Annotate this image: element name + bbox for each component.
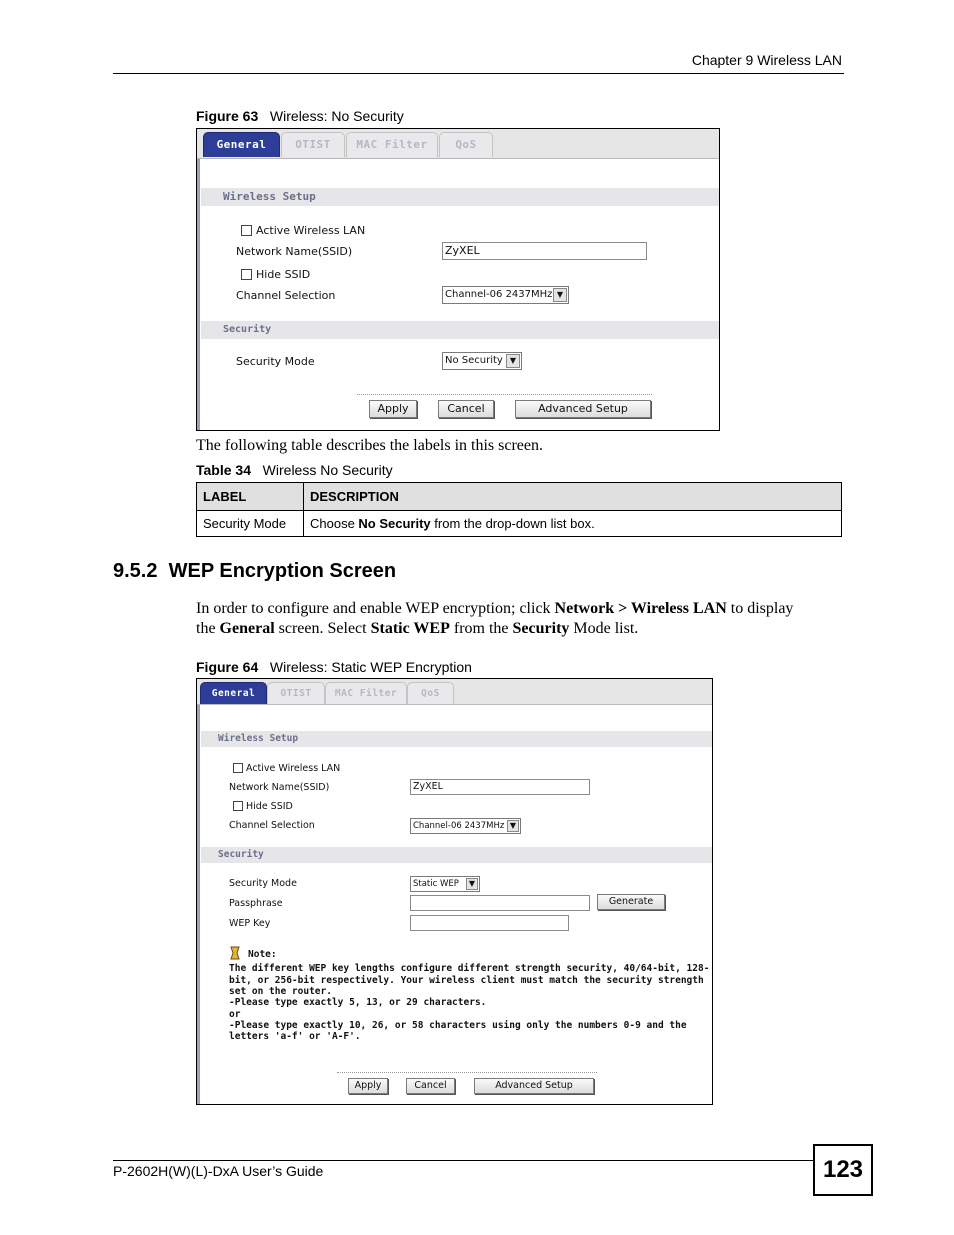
hide-ssid-label: Hide SSID (246, 801, 293, 812)
table-number: Table 34 (196, 462, 251, 478)
bold-text: Security (512, 620, 570, 637)
tab-qos[interactable]: QoS (439, 132, 493, 157)
note-line: -Please type exactly 5, 13, or 29 characters. (229, 997, 487, 1008)
security-mode-value: Static WEP (413, 879, 459, 889)
table-title: Wireless No Security (262, 462, 393, 478)
cancel-button[interactable]: Cancel (406, 1078, 455, 1094)
security-mode-label: Security Mode (236, 355, 315, 368)
figure63-title: Wireless: No Security (269, 108, 404, 124)
wep-key-label: WEP Key (229, 918, 271, 929)
section-wireless-setup: Wireless Setup (201, 731, 712, 747)
wep-key-input[interactable] (410, 915, 569, 931)
passphrase-input[interactable] (410, 895, 590, 911)
button-divider (337, 1072, 597, 1073)
figure64-screenshot (196, 678, 713, 1105)
network-name-input[interactable]: ZyXEL (410, 779, 590, 795)
note-line: letters 'a-f' or 'A-F'. (229, 1031, 361, 1042)
figure64-title: Wireless: Static WEP Encryption (269, 659, 472, 675)
tab-otist[interactable]: OTIST (281, 132, 345, 157)
text-run: screen. Select (274, 620, 371, 637)
hide-ssid-checkbox[interactable] (233, 801, 243, 811)
note-line: bit, or 256-bit respectively. Your wireless client must match the security strength (229, 975, 704, 986)
note-line: The different WEP key lengths configure different strength security, 40/64-bit, 128- (229, 963, 710, 974)
tab-mac-filter[interactable]: MAC Filter (346, 132, 438, 157)
text-run: Mode list. (569, 620, 639, 637)
row-description-part: from the drop-down list box. (430, 516, 595, 531)
tab-general[interactable]: General (203, 132, 280, 157)
text-run: the (196, 620, 220, 637)
table-header-row (197, 483, 842, 511)
column-header-description: DESCRIPTION (304, 483, 842, 511)
network-name-input[interactable]: ZyXEL (442, 242, 647, 260)
note-title: Note: (248, 949, 277, 960)
section-security: Security (201, 847, 712, 863)
note-line: -Please type exactly 10, 26, or 58 characters using only the numbers 0-9 and the (229, 1020, 687, 1031)
passphrase-label: Passphrase (229, 898, 283, 909)
figure63-caption (196, 108, 404, 124)
table-row (197, 511, 842, 537)
text-run: from the (449, 620, 513, 637)
figure64-caption (196, 659, 472, 675)
network-name-label: Network Name(SSID) (229, 782, 330, 793)
figure64-number: Figure 64 (196, 659, 259, 675)
chevron-down-icon: ▼ (506, 354, 520, 368)
tab-otist[interactable]: OTIST (267, 682, 325, 704)
bold-text: General (219, 620, 275, 637)
note-icon (228, 946, 242, 960)
row-description-part: Choose (310, 516, 359, 531)
tab-general[interactable]: General (200, 682, 267, 704)
page-number: 123 (813, 1144, 873, 1196)
apply-button[interactable]: Apply (369, 400, 417, 418)
button-divider (357, 394, 652, 395)
channel-select[interactable] (410, 818, 521, 834)
note-line: or (229, 1009, 241, 1020)
tab-bar (197, 129, 719, 159)
active-wireless-lan-checkbox[interactable] (233, 763, 243, 773)
row-label: Security Mode (197, 511, 304, 537)
column-header-label: LABEL (197, 483, 304, 511)
security-mode-label: Security Mode (229, 878, 297, 889)
channel-selection-label: Channel Selection (229, 820, 315, 831)
chapter-header: Chapter 9 Wireless LAN (691, 52, 842, 68)
table-intro: The following table describes the labels in this screen. (196, 437, 544, 454)
chevron-down-icon: ▼ (553, 288, 567, 302)
menu-path-text: Network > Wireless LAN (554, 600, 727, 617)
text-run: In order to configure and enable WEP encryption; click (196, 600, 555, 617)
text-run: to display (726, 600, 794, 617)
section-heading: 9.5.2 WEP Encryption Screen (113, 560, 397, 582)
note-line: set on the router. (229, 986, 332, 997)
figure63-screenshot (196, 128, 720, 431)
bold-text: Static WEP (370, 620, 450, 637)
tab-bar (197, 679, 712, 705)
header-rule (113, 73, 844, 74)
frame-left-bar (197, 129, 200, 430)
row-description (304, 511, 842, 537)
section-security: Security (201, 321, 719, 339)
table-caption (196, 462, 393, 478)
hide-ssid-checkbox[interactable] (241, 269, 252, 280)
active-wireless-lan-label: Active Wireless LAN (246, 763, 341, 774)
tab-mac-filter[interactable]: MAC Filter (325, 682, 407, 704)
paragraph-line-1 (196, 600, 793, 618)
channel-select-value: Channel-06 2437MHz (413, 821, 505, 831)
footer-rule (113, 1160, 814, 1161)
hide-ssid-label: Hide SSID (256, 268, 311, 281)
active-wireless-lan-checkbox[interactable] (241, 225, 252, 236)
figure63-number: Figure 63 (196, 108, 259, 124)
section-wireless-setup: Wireless Setup (201, 188, 719, 206)
paragraph-line-2 (196, 620, 638, 638)
channel-select[interactable] (442, 286, 569, 304)
security-mode-select[interactable] (442, 352, 522, 370)
tab-qos[interactable]: QoS (407, 682, 454, 704)
row-description-bold: No Security (358, 516, 431, 531)
network-name-label: Network Name(SSID) (236, 245, 353, 258)
channel-selection-label: Channel Selection (236, 289, 336, 302)
label-description-table (196, 482, 842, 537)
chevron-down-icon: ▼ (507, 820, 519, 832)
advanced-setup-button[interactable]: Advanced Setup (515, 400, 651, 418)
frame-left-bar (197, 679, 200, 1104)
chevron-down-icon: ▼ (466, 878, 478, 890)
security-mode-select[interactable] (410, 876, 480, 892)
active-wireless-lan-label: Active Wireless LAN (256, 224, 366, 237)
apply-button[interactable]: Apply (348, 1078, 388, 1094)
guide-title: P-2602H(W)(L)-DxA User’s Guide (113, 1163, 324, 1179)
cancel-button[interactable]: Cancel (438, 400, 494, 418)
generate-button[interactable]: Generate (597, 894, 665, 910)
advanced-setup-button[interactable]: Advanced Setup (474, 1078, 594, 1094)
channel-select-value: Channel-06 2437MHz (445, 289, 553, 300)
security-mode-value: No Security (445, 355, 503, 366)
